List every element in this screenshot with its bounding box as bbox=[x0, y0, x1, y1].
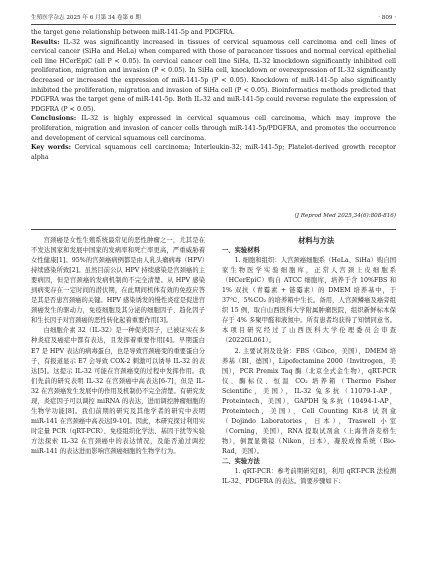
results-label: Results: bbox=[31, 38, 60, 46]
intro-paragraph-1: 宫颈癌是女性生殖系统最常见的恶性肿瘤之一，尤其是在不发达国家和发展中国家的发病率和死亡率更高，严重威胁着女性健康[1]。95%的宫颈癌病例都是由人乳头瘤病毒（HPV）持续感染所致[2]。虽然目前公认 HPV 持续感染是宫颈癌的主要病因，但是宫颈癌的发病机制尚不完全清楚。从 HPV 感染到病变存在一定时间的潜伏期，在此期间机体有效的免疫应答是其是否患宫颈癌的关键。HPV 感染诱发的慢性炎症是促进宫颈癌发生的驱动力，免疫细胞及其分泌的细胞因子、趋化因子和生长因子对宫颈癌的恶性转化起着重要作用[3]。 bbox=[31, 237, 205, 325]
english-abstract bbox=[31, 28, 396, 162]
running-header bbox=[31, 12, 396, 25]
conclusions-text: IL-32 is highly expressed in cervical squamous cell carcinoma, which may improve the proliferation, migration and invasion of cancer cells through miR-141-5p/PDGFRA, and promotes the occurrence and development of cervical squamous cell carcinoma. bbox=[31, 115, 396, 142]
keywords-label: Key words: bbox=[31, 144, 71, 152]
page-number: · 809 · bbox=[378, 15, 396, 21]
section-title: 材料与方法 bbox=[298, 236, 335, 245]
intro-paragraph-2: 白细胞介素 32（IL-32）是一种促炎因子，已被证实在多种炎症及癌症中都有表达，且发挥着重要作用[4]。早期蛋白 E7 是 HPV 表达的病毒蛋白，也是导致宫颈癌变的重要蛋白分子，有报道显示 E7 会导致 COX-2 刺激可以诱导 IL-32 的表达[5]。这提示 IL-32 可能在宫颈癌变的过程中发挥作用。我们先前的研究表明 IL-32 在宫颈癌中高表达[6-7]，但是 IL-32 在宫颈癌发生发展中的作用及机制仍不完全清楚。有研究发现，炎症因子可以调控 miRNA 的表达，进而调控肿瘤细胞的生物学功能[8]。我们前期的研究及其他学者的研究中表明 miR-141 在宫颈癌中高表达[9-10]。因此，本研究探讨利用实时定量 PCR（qRT-PCR）、免疫组织化学法、基因干扰等实验方法探索 IL-32 在宫颈癌中的表达情况，及能否通过调控 miR-141 的表达进而影响宫颈癌细胞的生物学行为。 bbox=[31, 327, 205, 455]
methods-tail: the target gene relationship between miR-141-5p and PDGFRA. bbox=[31, 29, 235, 36]
cells-tissues-paragraph: 1. 细胞和组织：人宫颈癌细胞系（HeLa、SiHa）购自国家生物医学实验细胞库，正常人宫颈上皮细胞系（HCerEpiC）购自 ATCC 细胞库，培养于含 10%FBS 和 1% 双抗（青霉素 + 链霉素）的 DMEM 培养基中，于 37℃、5%CO₂ 的培养箱中生长。备用，人宫颈鳞癌及癌旁组织 15 例，取自山西医科大学附属肿瘤医院，组织新鲜标本保存于 4% 多聚甲醛和液氮中。所有患者均获得了知情同意书。本项目研究经过了山西医科大学伦理委员会审查（2022GL061）。 bbox=[222, 257, 396, 345]
reagents-paragraph: 2. 主要试剂及设备：FBS（Gibco，美国），DMEM 培养基（BI，德国），Lipofectamine 2000（Invitrogen，美国），PCR Premix Taq 酶（北京全式金生物），qRT-PCR 仪、酶标仪、恒温 CO₂ 培养箱（Thermo Fisher Scientific，美国），IL-32 兔多抗（11079-1-AP，Proteintech，美国），GAPDH 兔多抗（10494-1-AP，Proteintech，美国），Cell Counting Kit-8 试剂盒（Dojindo Laboratories，日本），Traswell 小室（Corning，美国），RNA 提取试剂盒（上海普洛麦格生物），倒置显微镜（Nikon，日本），凝胶成像系统（Bio-Rad，美国）。 bbox=[222, 347, 396, 455]
left-column bbox=[31, 236, 205, 457]
conclusions-label: Conclusions: bbox=[31, 115, 77, 123]
results-paragraph bbox=[31, 38, 396, 115]
citation: (J Reprod Med 2025,34(6):808-816) bbox=[294, 213, 396, 219]
keywords-text: Cervical squamous cell carcinoma; Interleukin-32; miR-141-5p; Platelet-derived growth receptor alpha bbox=[31, 144, 396, 161]
right-column bbox=[222, 236, 396, 487]
divider bbox=[31, 229, 396, 230]
results-text: IL-32 was significantly increased in tissues of cervical squamous cell carcinoma and cell lines of cervical cancer (SiHa and HeLa) when compared with those of paracancer tissues and normal cervical epithelial cell line HCerEpiC (all P < 0.05). In cervical cancer cell line SiHa, IL-32 knockdown significantly inhibited cell proliferation, migration and invasion (P < 0.05). In SiHa cell, knockdown or overexpression of IL-32 significantly decreased or increased the expression of miR-141-5p (P < 0.05). Knockdown of miR-141-5p also significantly inhibited the proliferation, migration and invasion of SiHa cell (P < 0.05). Bioinformatics methods predicted that PDGFRA was the target gene of miR-141-5p. Both IL-32 and miR-141-5p could reverse regulate the expression of PDGFRA (P < 0.05). bbox=[31, 38, 396, 113]
subsection-materials: 一、实验材料 bbox=[222, 247, 260, 255]
keywords-paragraph bbox=[31, 143, 396, 162]
subsection-methods: 二、实验方法 bbox=[222, 458, 260, 466]
qrt-pcr-paragraph: 1. qRT-PCR：参考前期研究[8]，利用 qRT-PCR 法检测 IL-32、PDGFRA 的表达。简要步骤如下： bbox=[222, 468, 396, 486]
journal-name: 生殖医学杂志 2025 年 6 月第 34 卷第 6 期 bbox=[31, 15, 141, 21]
conclusions-paragraph bbox=[31, 114, 396, 143]
